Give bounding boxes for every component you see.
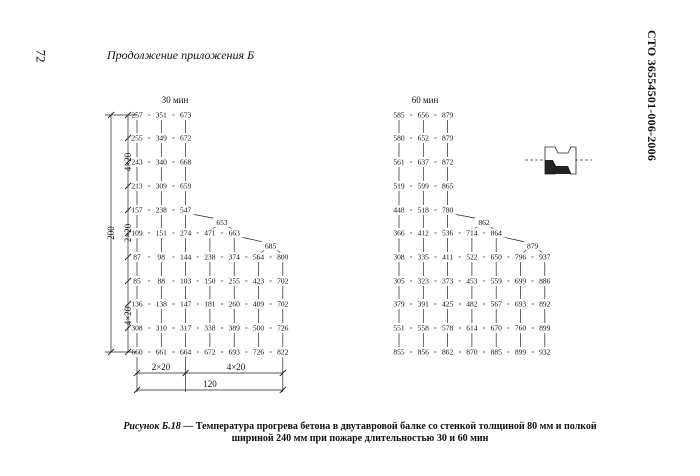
temperature-value: 614 (466, 323, 478, 333)
temperature-value: 780 (441, 205, 454, 215)
temperature-value: 872 (441, 157, 454, 167)
temperature-value: 260 (228, 299, 240, 309)
temperature-value: 103 (179, 276, 192, 286)
temperature-value: 144 (179, 252, 192, 262)
temperature-value: 899 (539, 323, 551, 333)
dimension-total-horizontal: 120 (203, 379, 217, 389)
temperature-value: 519 (393, 181, 405, 191)
temperature-value: 578 (441, 323, 454, 333)
temperature-value: 351 (155, 110, 167, 120)
temperature-value: 864 (490, 228, 502, 238)
temperature-value: 257 (131, 110, 143, 120)
temperature-value: 673 (179, 110, 192, 120)
temperature-value: 886 (539, 276, 551, 286)
temperature-value: 238 (204, 252, 216, 262)
temperature-value: 879 (527, 241, 539, 251)
temperature-value: 109 (131, 228, 143, 238)
temperature-value: 879 (441, 133, 454, 143)
temperature-value: 471 (204, 228, 216, 238)
temperature-value: 856 (417, 347, 429, 357)
beam-section-icon (525, 147, 592, 174)
grid-title: 30 мин (161, 95, 189, 105)
temperature-value: 650 (490, 252, 502, 262)
temperature-value: 411 (442, 252, 454, 262)
temperature-value: 637 (417, 157, 429, 167)
temperature-value: 585 (393, 110, 405, 120)
temperature-value: 136 (131, 299, 143, 309)
temperature-value: 150 (204, 276, 216, 286)
temperature-value: 567 (490, 299, 502, 309)
temperature-value: 308 (131, 323, 143, 333)
temperature-value: 482 (466, 299, 478, 309)
temperature-value: 661 (155, 347, 167, 357)
temperature-value: 423 (252, 276, 265, 286)
temperature-value: 522 (466, 252, 478, 262)
temperature-value: 685 (265, 241, 277, 251)
temperature-value: 663 (228, 228, 240, 238)
dimension-mid-vertical: 2×20 (123, 223, 133, 243)
temperature-value: 389 (228, 323, 240, 333)
temperature-value: 366 (393, 228, 405, 238)
temperature-value: 308 (393, 252, 405, 262)
temperature-value: 274 (179, 228, 192, 238)
temperature-value: 391 (417, 299, 429, 309)
temperature-value: 255 (131, 133, 143, 143)
grid-60-min (390, 95, 554, 357)
temperature-value: 305 (393, 276, 405, 286)
temperature-value: 500 (252, 323, 265, 333)
temperature-value: 255 (228, 276, 240, 286)
temperature-value: 338 (204, 323, 216, 333)
temperature-value: 726 (277, 323, 289, 333)
temperature-value: 652 (417, 133, 429, 143)
temperature-value: 822 (277, 347, 289, 357)
temperature-value: 412 (417, 228, 429, 238)
temperature-value: 664 (179, 347, 192, 357)
temperature-value: 670 (490, 323, 502, 333)
temperature-value: 672 (179, 133, 192, 143)
temperature-value: 317 (179, 323, 192, 333)
temperature-value: 726 (252, 347, 265, 357)
temperature-value: 699 (514, 276, 527, 286)
document-code: СТО 36554501-006-2006 (645, 29, 660, 162)
figure-caption (110, 421, 610, 445)
temperature-value: 547 (179, 205, 192, 215)
caption-text: — Температура прогрева бетона в двутавровой балке со стенкой толщиной 80 мм и полкой шириной 240 мм при пожаре длительностью 30 и 60 мин (180, 421, 597, 444)
temperature-value: 760 (514, 323, 527, 333)
temperature-value: 855 (393, 347, 405, 357)
temperature-value: 340 (155, 157, 167, 167)
header-title: Продолжение приложения Б (107, 48, 255, 62)
temperature-value: 672 (204, 347, 216, 357)
dimension-bottom-vertical: 4×20 (123, 306, 133, 326)
temperature-value: 660 (131, 347, 143, 357)
temperature-value: 862 (441, 347, 454, 357)
diagonal-line (454, 214, 477, 219)
temperature-value: 693 (514, 299, 527, 309)
temperature-value: 870 (466, 347, 478, 357)
temperature-value: 702 (277, 276, 289, 286)
temperature-value: 309 (155, 181, 167, 191)
temperature-value: 551 (393, 323, 405, 333)
temperature-value: 335 (417, 252, 429, 262)
temperature-value: 564 (252, 252, 265, 262)
temperature-value: 98 (157, 252, 166, 262)
temperature-value: 656 (417, 110, 429, 120)
temperature-value: 425 (441, 299, 454, 309)
diagonal-line (502, 237, 525, 242)
temperature-value: 885 (490, 347, 502, 357)
temperature-value: 865 (441, 181, 454, 191)
temperature-value: 151 (155, 228, 167, 238)
temperature-value: 374 (228, 252, 240, 262)
temperature-value: 157 (131, 205, 143, 215)
temperature-value: 892 (539, 299, 551, 309)
temperature-value: 932 (539, 347, 551, 357)
temperature-value: 580 (393, 133, 405, 143)
temperature-value: 879 (441, 110, 454, 120)
temperature-value: 561 (393, 157, 405, 167)
temperature-value: 659 (179, 181, 192, 191)
dimension-bottom-right: 4×20 (226, 362, 246, 372)
temperature-value: 714 (466, 228, 478, 238)
temperature-value: 558 (417, 323, 429, 333)
temperature-value: 373 (441, 276, 454, 286)
diagonal-line (240, 237, 263, 242)
temperature-value: 668 (179, 157, 192, 167)
diagonal-line (192, 214, 215, 219)
temperature-value: 147 (179, 299, 192, 309)
dimension-top-vertical: 4×20 (123, 152, 133, 172)
temperature-value: 796 (514, 252, 527, 262)
caption-label: Рисунок Б.18 (123, 421, 181, 432)
temperature-value: 238 (155, 205, 167, 215)
temperature-value: 323 (417, 276, 429, 286)
dimension-total-vertical: 200 (106, 226, 116, 240)
temperature-value: 559 (490, 276, 502, 286)
temperature-value: 379 (393, 299, 405, 309)
temperature-value: 599 (417, 181, 429, 191)
temperature-value: 85 (133, 276, 141, 286)
temperature-value: 181 (204, 299, 216, 309)
grid-30-min (128, 95, 292, 357)
temperature-value: 213 (131, 181, 143, 191)
temperature-value: 653 (216, 218, 228, 227)
temperature-value: 453 (466, 276, 478, 286)
temperature-value: 409 (252, 299, 265, 309)
page-number: 72 (33, 49, 49, 63)
temperature-value: 862 (478, 218, 490, 227)
grid-title: 60 мин (411, 95, 439, 105)
temperature-value: 536 (441, 228, 454, 238)
temperature-value: 702 (277, 299, 289, 309)
temperature-value: 937 (539, 252, 551, 262)
temperature-value: 349 (155, 133, 167, 143)
temperature-value: 243 (131, 157, 143, 167)
temperature-value: 87 (133, 252, 141, 262)
temperature-value: 310 (155, 323, 167, 333)
temperature-value: 518 (417, 205, 429, 215)
temperature-value: 899 (514, 347, 527, 357)
dimension-bottom-left: 2×20 (151, 362, 171, 372)
temperature-value: 448 (393, 205, 405, 215)
temperature-value: 88 (157, 276, 166, 286)
temperature-value: 693 (228, 347, 240, 357)
temperature-value: 800 (277, 252, 289, 262)
temperature-value: 138 (155, 299, 167, 309)
